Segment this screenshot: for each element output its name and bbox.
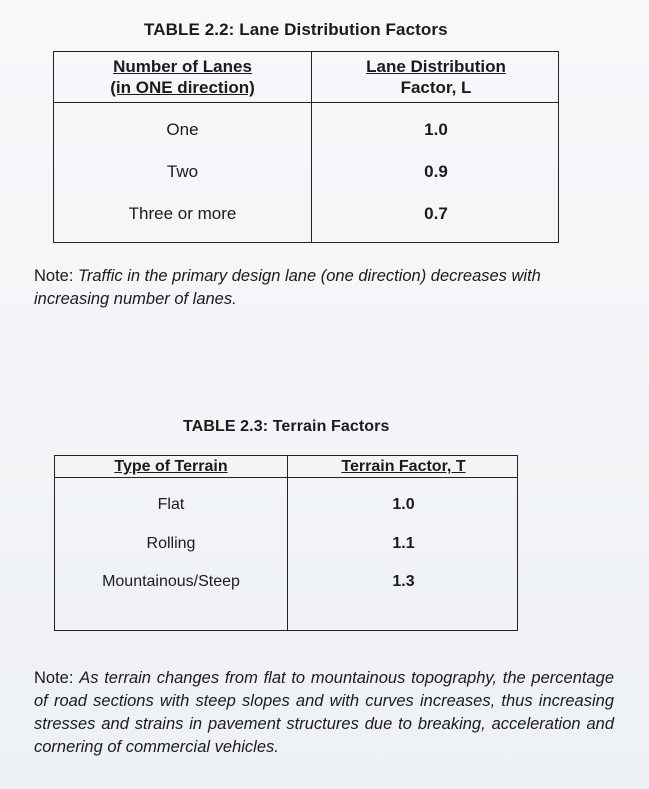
header-line: Terrain Factor, T — [341, 458, 466, 475]
terrain-factors-table — [54, 455, 518, 631]
factor-cell: 1.1 — [392, 535, 415, 552]
factor-cell: 0.9 — [424, 162, 448, 181]
table-row — [55, 573, 517, 593]
terrain-cell: Flat — [157, 496, 185, 513]
factor-cell: 0.7 — [424, 204, 448, 223]
table-2-2-note — [34, 265, 614, 311]
header-divider — [54, 102, 558, 103]
table-row — [54, 204, 558, 224]
header-divider — [55, 477, 517, 478]
factor-cell: 1.0 — [392, 496, 415, 513]
table-row — [55, 496, 517, 516]
lanes-cell: Two — [166, 162, 199, 181]
lane-distribution-table — [53, 51, 559, 243]
note-label: Note: — [34, 267, 74, 285]
header-line: (in ONE direction) — [110, 78, 255, 97]
table-row — [54, 162, 558, 182]
header-number-of-lanes — [54, 56, 311, 98]
header-lane-distribution-factor — [312, 56, 560, 98]
lanes-cell: One — [166, 120, 199, 139]
table-row — [55, 535, 517, 555]
factor-cell: 1.3 — [392, 573, 415, 590]
table-2-2-title: TABLE 2.2: Lane Distribution Factors — [144, 20, 448, 39]
header-line: Factor, L — [400, 78, 472, 97]
table-2-3-note — [34, 667, 614, 759]
note-label: Note: — [34, 669, 74, 687]
factor-cell: 1.0 — [424, 120, 448, 139]
table-2-3-title: TABLE 2.3: Terrain Factors — [183, 418, 390, 435]
header-line: Lane Distribution — [366, 57, 506, 76]
note-text: Traffic in the primary design lane (one direction) decreases with increasing number of lanes. — [34, 267, 541, 308]
lanes-cell: Three or more — [128, 204, 237, 223]
header-type-of-terrain — [55, 457, 287, 477]
note-text: As terrain changes from flat to mountainous topography, the percentage of road sections with steep slopes and with curves increases, thus increasing stresses and strains in pavement structures due to breaking, acceleration and cornering of commercial vehicles. — [34, 669, 614, 756]
header-line: Type of Terrain — [114, 458, 228, 475]
terrain-cell: Rolling — [146, 535, 196, 552]
header-terrain-factor — [288, 457, 519, 477]
terrain-cell: Mountainous/Steep — [102, 573, 240, 590]
table-row — [54, 120, 558, 140]
header-line: Number of Lanes — [113, 57, 252, 76]
